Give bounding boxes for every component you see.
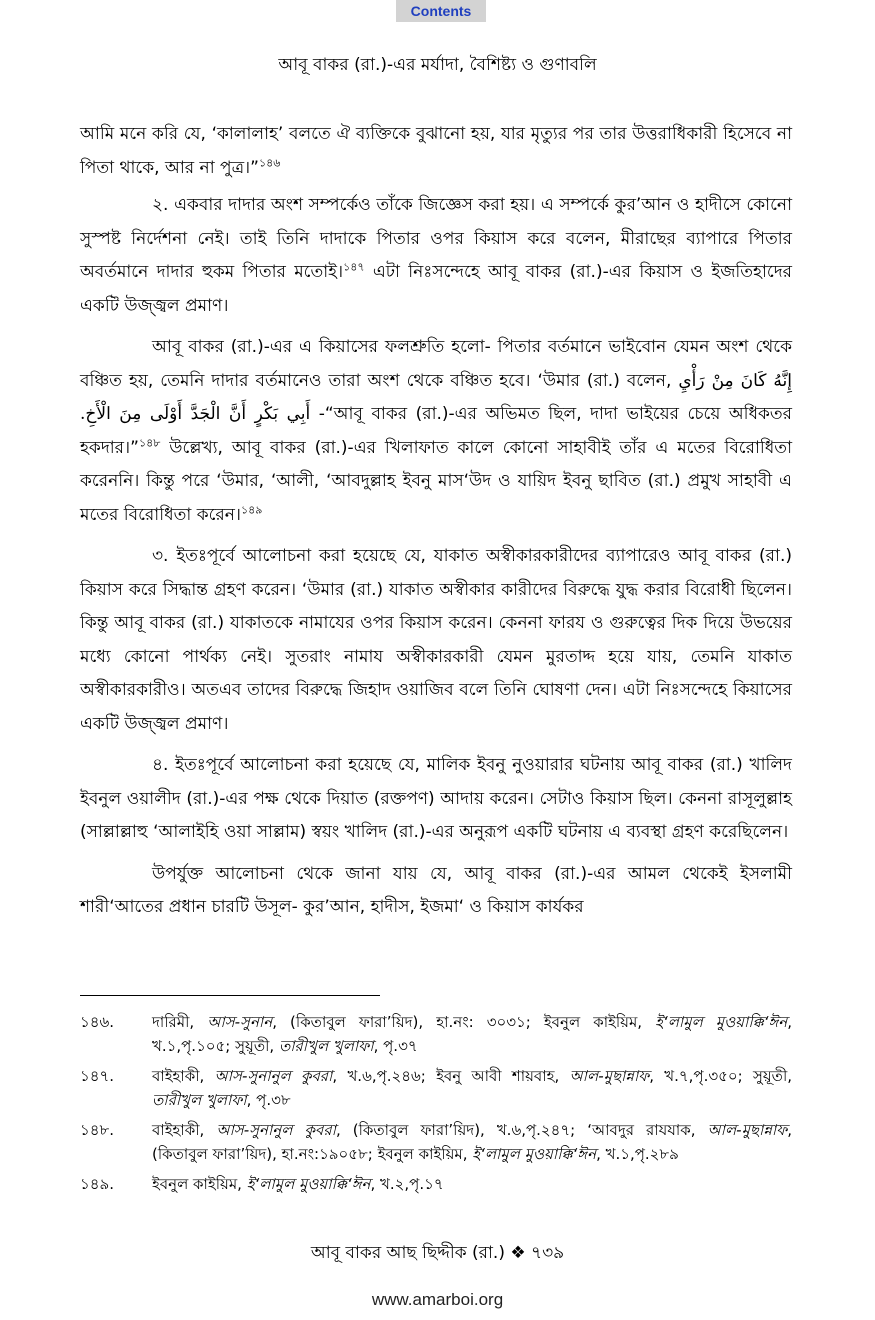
footnote-ref[interactable]: ১৪৯ [241,502,263,516]
website-link[interactable]: www.amarboi.org [371,1290,504,1309]
paragraph-3: ৩. ইতঃপূর্বে আলোচনা করা হয়েছে যে, যাকাত অস্বীকারকারীদের ব্যাপারেও আবূ বাকর (রা.) কিয়াস করে সিদ্ধান্ত গ্রহণ করেন। ‘উমার (রা.) যাকাত অস্বীকার কারীদের বিরুদ্ধে যুদ্ধ করার বিরোধী ছিলেন। কিন্তু আবূ বাকর (রা.) যাকাতকে নামাযের ওপর কিয়াস করেন। কেননা ফারয ও গুরুত্বের দিক দিয়ে উভয়ের মধ্যে কোনো পার্থক্য নেই। সুতরাং নামায অস্বীকারকারী যেমন মুরতাদ্দ হয়ে যায়, তেমনি যাকাত অস্বীকারকারীও। অতএব তাদের বিরুদ্ধে জিহাদ ওয়াজিব বলে তিনি ঘোষণা দেন। এটা নিঃসন্দেহে কিয়াসের একটি উজ্জ্বল প্রমাণ। [80,546,792,734]
footnote-ref[interactable]: ১৪৭ [343,260,365,274]
page-footer: আবূ বাকর আছ ছিদ্দীক (রা.) ❖ ৭৩৯ [310,1243,565,1263]
contents-button[interactable]: Contents [396,0,486,22]
page-body [80,118,792,933]
paragraph-5: উপর্যুক্ত আলোচনা থেকে জানা যায় যে, আবূ বাকর (রা.)-এর আমল থেকেই ইসলামী শারী‘আতের প্রধান চারটি উসূল- কুর’আন, হাদীস, ইজমা‘ ও কিয়াস কার্যকর [80,863,792,917]
paragraph-text: আমি মনে করি যে, ‘কালালাহ’ বলতে ঐ ব্যক্তিকে বুঝানো হয়, যার মৃত্যুর পর তার উত্তরাধিকারী হিসেবে না পিতা থাকে, আর না পুত্র।” [80,124,792,178]
footnote-text: ইবনুল কাইয়িম, ই‘লামুল মুওয়াক্কি‘ঈন, খ.২,পৃ.১৭ [152,1175,444,1193]
footnote-item [80,1172,792,1196]
paragraph-2 [80,331,792,532]
paragraph-text: -“আবূ বাকর (রা.)-এর অভিমত ছিল, দাদা ভাইয়ের চেয়ে অধিকতর হকদার।” [80,404,792,458]
footnote-number: ১৪৬. [80,1013,114,1031]
footnote-text: দারিমী, আস-সুনান, (কিতাবুল ফারা’য়িদ), হা.নং: ৩০৩১; ইবনুল কাইয়িম, ই‘লামুল মুওয়াক্কি‘ঈন, খ.১,পৃ.১০৫; সুয়ূতী, তারীখুল খুলাফা, পৃ.৩৭ [152,1013,792,1055]
paragraph-text: ২. একবার দাদার অংশ সম্পর্কেও তাঁকে জিজ্ঞেস করা হয়। এ সম্পর্কে কুর’আন ও হাদীসে কোনো সুস্পষ্ট নির্দেশনা নেই। তাই তিনি দাদাকে পিতার ওপর কিয়াস করে বলেন, মীরাছের ব্যাপারে পিতার অবর্তমানে দাদার হুকম পিতার মতোই। [80,195,792,282]
paragraph-1 [80,189,792,323]
arabic-quote: إِنَّهُ كَانَ مِنْ رَأْيِ أَبِي بَكْرٍ أَنَّ الْجَدَّ أَوْلَى مِنَ الْأَخِ. [80,370,792,424]
footnote-text: বাইহাকী, আস-সুনানুল কুবরা, (কিতাবুল ফারা’য়িদ), খ.৬,পৃ.২৪৭; ‘আবদুর রাযযাক, আল-মুছান্নাফ, (কিতাবুল ফারা’য়িদ), হা.নং:১৯০৫৮; ইবনুল কাইয়িম, ই‘লামুল মুওয়াক্কি‘ঈন, খ.১,পৃ.২৮৯ [152,1121,793,1163]
footnote-item [80,1010,792,1058]
paragraph-0 [80,118,792,185]
paragraph-text: এটা নিঃসন্দেহে আবূ বাকর (রা.)-এর কিয়াস ও ইজতিহাদের একটি উজ্জ্বল প্রমাণ। [80,262,793,316]
paragraph-4: ৪. ইতঃপূর্বে আলোচনা করা হয়েছে যে, মালিক ইবনু নুওয়ারার ঘটনায় আবূ বাকর (রা.) খালিদ ইবনুল ওয়ালীদ (রা.)-এর পক্ষ থেকে দিয়াত (রক্তপণ) আদায় করেন। সেটাও কিয়াস ছিল। কেননা রাসূলুল্লাহ (সাল্লাল্লাহু ‘আলাইহি ওয়া সাল্লাম) স্বয়ং খালিদ (রা.)-এর অনুরূপ একটি ঘটনায় এ ব্যবস্থা গ্রহণ করেছিলেন। [80,755,792,842]
footnote-divider [80,995,380,996]
footnote-number: ১৪৭. [80,1067,114,1085]
footnote-ref[interactable]: ১৪৬ [258,155,281,169]
footnote-number: ১৪৯. [80,1175,114,1193]
page-header: আবূ বাকর (রা.)-এর মর্যাদা, বৈশিষ্ট্য ও গুণাবলি [278,55,597,75]
footnote-ref[interactable]: ১৪৮ [138,435,161,449]
footnotes [80,1010,792,1202]
footnote-text: বাইহাকী, আস-সুনানুল কুবরা, খ.৬,পৃ.২৪৬; ইবনু আবী শায়বাহ, আল-মুছান্নাফ, খ.৭,পৃ.৩৫০; সুয়ূতী, তারীখুল খুলাফা, পৃ.৩৮ [152,1067,792,1109]
footnote-item [80,1064,792,1112]
footnote-item [80,1118,792,1166]
paragraph-text: উল্লেখ্য, আবূ বাকর (রা.)-এর খিলাফাত কালে কোনো সাহাবীই তাঁর এ মতের বিরোধিতা করেননি। কিন্তু পরে ‘উমার, ‘আলী, ‘আবদুল্লাহ ইবনু মাস‘উদ ও যায়িদ ইবনু ছাবিত (রা.) প্রমুখ সাহাবী এ মতের বিরোধিতা করেন। [80,437,792,525]
footnote-number: ১৪৮. [80,1121,114,1139]
paragraph-text: আবূ বাকর (রা.)-এর এ কিয়াসের ফলশ্রুতি হলো- পিতার বর্তমানে ভাইবোন যেমন অংশ থেকে বঞ্চিত হয়, তেমনি দাদার বর্তমানেও তারা অংশ থেকে বঞ্চিত হবে। ‘উমার (রা.) বলেন, [80,337,792,391]
